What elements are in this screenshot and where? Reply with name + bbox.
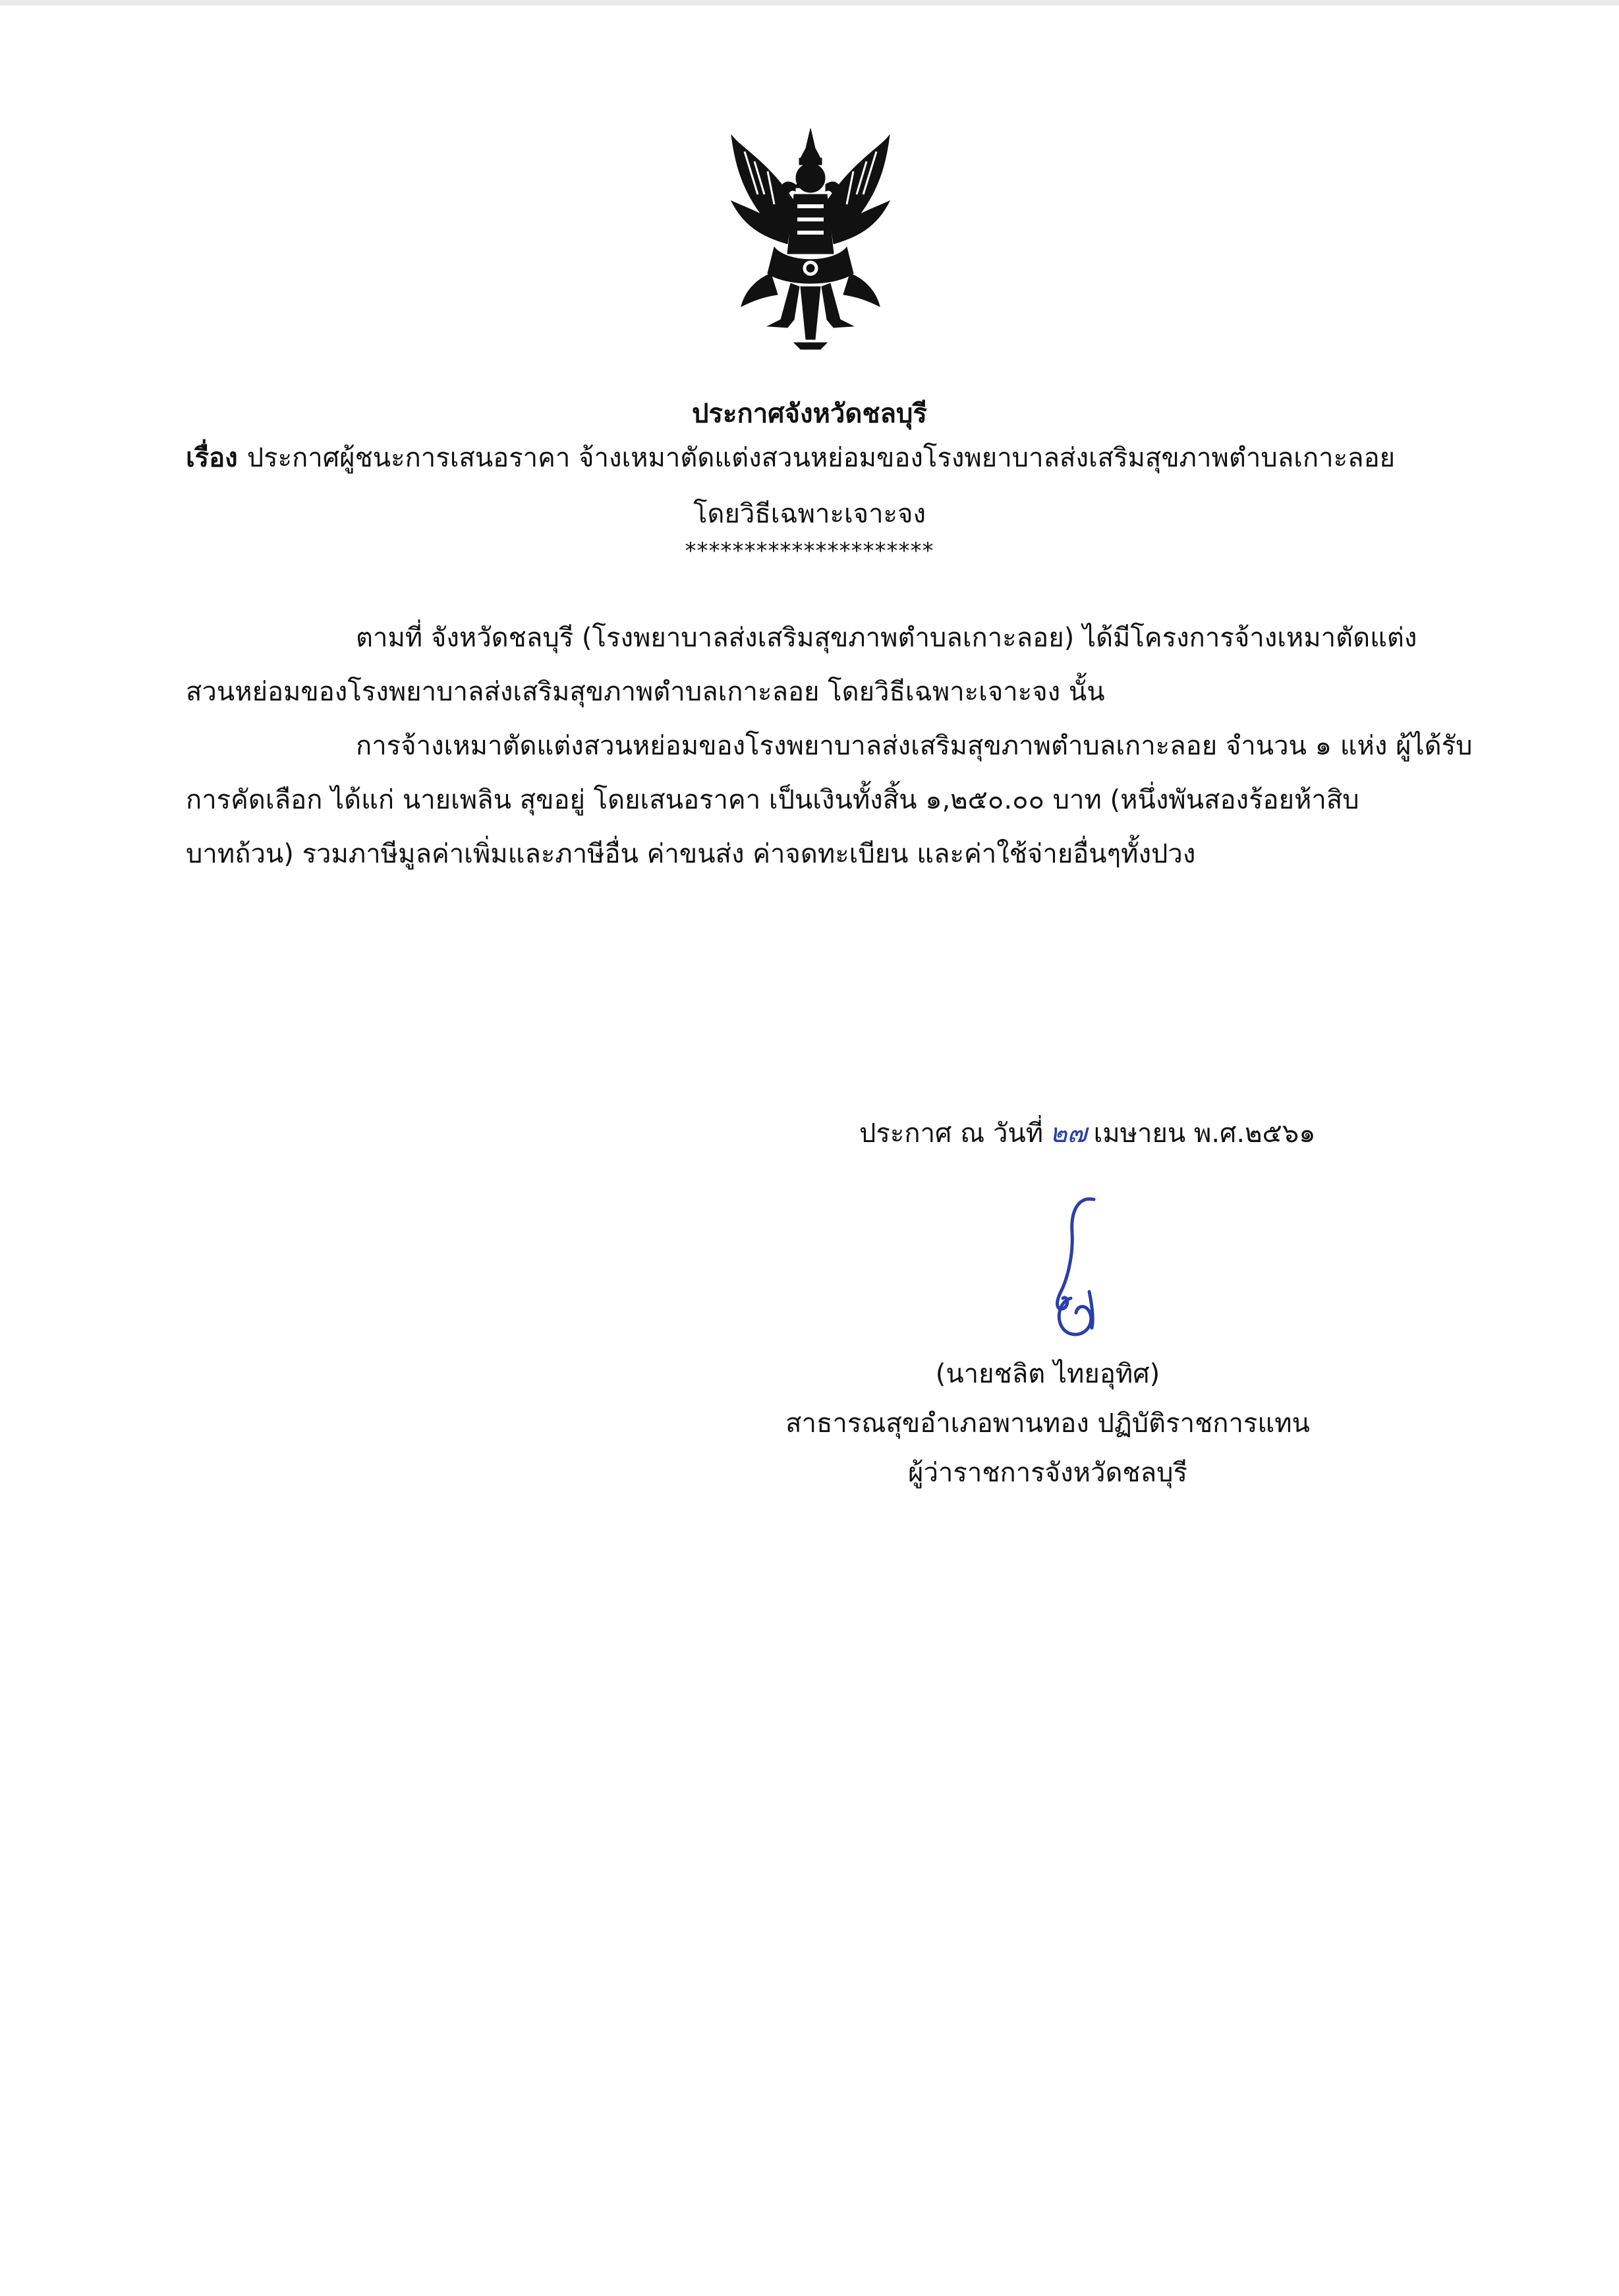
paragraph-2-line-3: บาทถ้วน) รวมภาษีมูลค่าเพิ่มและภาษีอื่น ค่าขนส่ง ค่าจดทะเบียน และค่าใช้จ่ายอื่นๆทั้งปวง	[186, 839, 1196, 869]
separator: *********************	[685, 538, 934, 564]
announcement-date	[859, 1114, 1316, 1153]
subject-line	[186, 438, 1451, 478]
signatory-name: (นายชลิต ไทยอุทิศ)	[935, 1359, 1160, 1389]
date-day: ๒๗	[1050, 1118, 1087, 1149]
garuda-emblem-icon	[728, 122, 893, 353]
handwritten-signature	[1031, 1193, 1117, 1351]
announcement-title: ประกาศจังหวัดชลบุรี	[692, 399, 927, 429]
signatory-position: สาธารณสุขอำเภอพานทอง ปฏิบัติราชการแทน	[785, 1408, 1310, 1439]
paragraph-2-line-1: การจ้างเหมาตัดแต่งสวนหย่อมของโรงพยาบาลส่งเสริมสุขภาพตำบลเกาะลอย จำนวน ๑ แห่ง ผู้ได้รับ	[356, 731, 1473, 761]
paragraph-2-line-2: การคัดเลือก ได้แก่ นายเพลิน สุขอยู่ โดยเสนอราคา เป็นเงินทั้งสิ้น ๑,๒๕๐.๐๐ บาท (หนึ่งพันสองร้อยห้าสิบ	[186, 785, 1359, 815]
date-prefix: ประกาศ ณ วันที่	[859, 1118, 1044, 1149]
date-suffix: เมษายน พ.ศ.๒๕๖๑	[1093, 1118, 1316, 1149]
subject-text: ประกาศผู้ชนะการเสนอราคา จ้างเหมาตัดแต่งสวนหย่อมของโรงพยาบาลส่งเสริมสุขภาพตำบลเกาะลอย	[246, 443, 1396, 473]
scan-edge	[0, 0, 1619, 5]
paragraph-1-line-1: ตามที่ จังหวัดชลบุรี (โรงพยาบาลส่งเสริมสุขภาพตำบลเกาะลอย) ได้มีโครงการจ้างเหมาตัดแต่ง	[356, 623, 1417, 653]
paragraph-1-line-2: สวนหย่อมของโรงพยาบาลส่งเสริมสุขภาพตำบลเกาะลอย โดยวิธีเฉพาะเจาะจง นั้น	[186, 677, 1105, 707]
signatory-on-behalf: ผู้ว่าราชการจังหวัดชลบุรี	[908, 1458, 1187, 1488]
subject-continuation: โดยวิธีเฉพาะเจาะจง	[693, 499, 926, 529]
subject-label: เรื่อง	[186, 443, 238, 473]
